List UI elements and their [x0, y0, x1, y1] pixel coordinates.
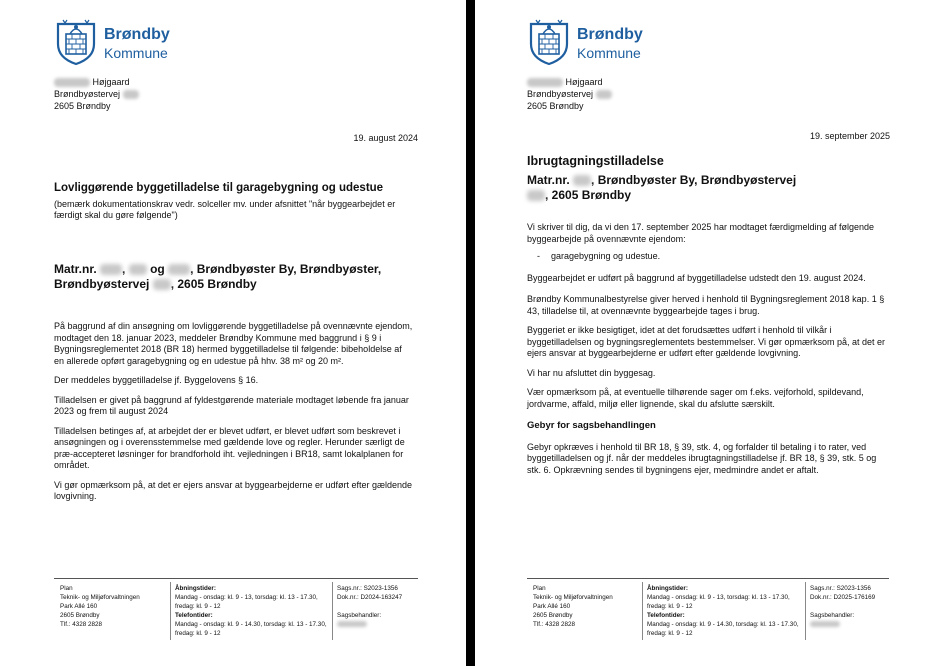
footer-phone: Tlf.: 4328 2828	[533, 621, 576, 628]
footer-division: Teknik- og Miljøforvaltningen	[60, 594, 140, 601]
recipient-street: Brøndbyøstervej	[527, 89, 594, 99]
recipient-address	[54, 76, 139, 112]
redacted-house-number-2	[153, 279, 171, 290]
work-list	[527, 251, 889, 263]
redacted-house-number	[123, 90, 139, 99]
opening-hours-title: Åbningstider:	[647, 585, 688, 592]
letter-date: 19. september 2025	[809, 131, 890, 141]
letter-body	[54, 321, 414, 503]
body-paragraph: Byggeriet er ikke besigtiget, idet at det forudsættes udført i henhold til vilkår i byggetilladelsen og bygningsreglementets bestemmelser. Vi gør opmærksom på, at det er ejers ansvar at byggearbejderne er udført efter gældende lovgivning.	[527, 325, 886, 358]
letter-body	[527, 222, 889, 476]
body-paragraph: Der meddeles byggetilladelse jf. Byggelovens § 16.	[54, 375, 259, 385]
brondby-logo	[54, 18, 184, 68]
footer-divider	[527, 578, 889, 579]
case-number: Sags.nr.: S2023-1356	[337, 585, 398, 592]
body-paragraph: Vi gør opmærksom på, at det er ejers ansvar at byggearbejderne er udført efter gældende lovgivning.	[54, 479, 413, 501]
redacted-matr-2	[129, 264, 147, 275]
footer-case-info	[337, 584, 402, 629]
case-handler-label: Sagsbehandler:	[337, 612, 382, 619]
matr-location: , Brøndbyøster By, Brøndbyøster,	[190, 262, 382, 276]
coat-of-arms-icon	[527, 18, 571, 66]
footer-col-divider	[332, 582, 333, 640]
footer-dept: Plan	[60, 585, 73, 592]
fee-paragraph: Gebyr opkræves i henhold til BR 18, § 39, stk. 4, og forfalder til betaling i to rater, ved byggetilladelsen og jf. når der meddeles ibrugtagningstilladelse jf. BR 18, § 39, stk. 5 og stk. 6. Opkrævning sendes til bygningens ejer, medmindre andet er aftalt.	[527, 441, 877, 475]
phone-hours-line: Mandag - onsdag: kl. 9 - 14.30, torsdag: kl. 13 - 17.30,	[647, 621, 799, 628]
body-paragraph: Tilladelsen betinges af, at arbejdet der er blevet udført, er blevet udført som beskrevet i ansøgningen og i overensstemmelse med gældende love og regler. Herunder særligt de præ-accepteret løsninger for brandforhold iht. vejledningen i BR18, samt lokalplanen for området.	[54, 425, 405, 470]
matr-location: , Brøndbyøster By, Brøndbyøstervej	[591, 173, 797, 187]
matr-prefix: Matr.nr.	[54, 262, 97, 276]
matr-city: , 2605 Brøndby	[170, 277, 257, 291]
footer-col-divider	[170, 582, 171, 640]
logo-brand-name: Brøndby	[104, 26, 170, 43]
footer-col-divider	[805, 582, 806, 640]
body-paragraph: Vær opmærksom på, at eventuelle tilhørende sager om f.eks. vejforhold, spildevand, jordvarme, affald, miljø eller lignende, skal du afslutte særskilt.	[527, 387, 864, 409]
letter-subtitle: (bemærk dokumentationskrav vedr. solceller mv. under afsnittet "når byggearbejdet er færdigt skal du gøre følgende")	[54, 199, 396, 220]
body-paragraph: Brøndby Kommunalbestyrelse giver herved i henhold til Bygningsreglement 2018 kap. 1 § 43, tilladelse til, at ovennævnte byggearbejde tages i brug.	[527, 294, 885, 316]
case-handler-label: Sagsbehandler:	[810, 612, 855, 619]
phone-hours-line: fredag: kl. 9 - 12	[175, 630, 221, 637]
matr-and: og	[150, 262, 165, 276]
opening-hours-title: Åbningstider:	[175, 585, 216, 592]
phone-hours-title: Telefontider:	[647, 612, 685, 619]
letter-title: Ibrugtagningstilladelse	[527, 154, 664, 168]
footer-phone: Tlf.: 4328 2828	[60, 621, 103, 628]
recipient-city: 2605 Brøndby	[54, 101, 111, 111]
body-paragraph: Tilladelsen er givet på baggrund af fyldestgørende materiale modtaget løbende fra januar 2023 og frem til august 2024	[54, 394, 409, 416]
redacted-case-handler	[810, 621, 840, 627]
footer-dept: Plan	[533, 585, 546, 592]
footer-city: 2605 Brøndby	[533, 612, 573, 619]
footer-divider	[54, 578, 418, 579]
footer-division: Teknik- og Miljøforvaltningen	[533, 594, 613, 601]
footer-city: 2605 Brøndby	[60, 612, 100, 619]
intro-paragraph: Vi skriver til dig, da vi den 17. september 2025 har modtaget færdigmelding af følgende byggearbejde på ovennævnte ejendom:	[527, 222, 875, 244]
footer-col-divider	[642, 582, 643, 640]
matr-street: Brøndbyøstervej	[54, 277, 150, 291]
body-paragraph: Vi har nu afsluttet din byggesag.	[527, 367, 656, 378]
opening-hours-line: fredag: kl. 9 - 12	[175, 603, 221, 610]
logo-brand-sub: Kommune	[104, 45, 168, 61]
redacted-house-number	[596, 90, 612, 99]
phone-hours-title: Telefontider:	[175, 612, 213, 619]
body-paragraph: Byggearbejdet er udført på baggrund af byggetilladelse udstedt den 19. august 2024.	[527, 272, 866, 283]
recipient-surname: Højgaard	[92, 77, 130, 87]
matr-city: , 2605 Brøndby	[545, 188, 632, 202]
recipient-address	[527, 76, 612, 112]
logo-brand-name: Brøndby	[577, 26, 643, 43]
opening-hours-line: Mandag - onsdag: kl. 9 - 13, torsdag: kl. 13 - 17.30,	[175, 594, 318, 601]
matr-prefix: Matr.nr.	[527, 173, 570, 187]
opening-hours-line: fredag: kl. 9 - 12	[647, 603, 693, 610]
list-item-text: garagebygning og udestue.	[551, 251, 661, 261]
footer-hours	[175, 584, 327, 638]
fee-heading: Gebyr for sagsbehandlingen	[527, 420, 656, 431]
footer-case-info	[810, 584, 875, 629]
letter-page-building-permit	[0, 0, 466, 666]
redacted-matr-3	[168, 264, 190, 275]
document-number: Dok.nr.: D2024-163247	[337, 594, 403, 601]
letter-title: Lovliggørende byggetilladelse til garagebygning og udestue	[54, 182, 384, 194]
body-paragraph: På baggrund af din ansøgning om lovliggørende byggetilladelse på ovennævnte ejendom, modtaget den 18. januar 2023, meddeler Brøndby Kommune med baggrund i § 9 i Bygningsreglementet 2018 (BR 18) hermed byggetilladelse til følgende: bibeholdelse af en allerede opført garagebygning og en udestue på hhv. 38 m² og 20 m².	[54, 321, 413, 366]
letter-date: 19. august 2024	[353, 133, 418, 143]
property-heading	[527, 173, 887, 203]
redacted-matr	[573, 175, 591, 186]
phone-hours-line: fredag: kl. 9 - 12	[647, 630, 693, 637]
recipient-surname: Højgaard	[565, 77, 603, 87]
document-number: Dok.nr.: D2025-176169	[810, 594, 876, 601]
recipient-street: Brøndbyøstervej	[54, 89, 121, 99]
redacted-name	[527, 78, 563, 87]
phone-hours-line: Mandag - onsdag: kl. 9 - 14.30, torsdag: kl. 13 - 17.30,	[175, 621, 327, 628]
brondby-logo	[527, 18, 657, 68]
footer-organization	[533, 584, 613, 629]
logo-brand-sub: Kommune	[577, 45, 641, 61]
redacted-matr-1	[100, 264, 122, 275]
case-number: Sags.nr.: S2023-1356	[810, 585, 871, 592]
footer-street: Park Allé 160	[60, 603, 98, 610]
footer-organization	[60, 584, 140, 629]
page-divider	[466, 0, 475, 666]
redacted-house-number-2	[527, 190, 545, 201]
list-item: - garagebygning og udestue.	[537, 251, 661, 261]
footer-street: Park Allé 160	[533, 603, 571, 610]
letter-page-occupancy-permit	[475, 0, 942, 666]
redacted-name	[54, 78, 90, 87]
coat-of-arms-icon	[54, 18, 98, 66]
redacted-case-handler	[337, 621, 367, 627]
footer-hours	[647, 584, 799, 638]
property-heading	[54, 262, 434, 292]
matr-separator: ,	[122, 262, 126, 276]
recipient-city: 2605 Brøndby	[527, 101, 584, 111]
opening-hours-line: Mandag - onsdag: kl. 9 - 13, torsdag: kl. 13 - 17.30,	[647, 594, 790, 601]
